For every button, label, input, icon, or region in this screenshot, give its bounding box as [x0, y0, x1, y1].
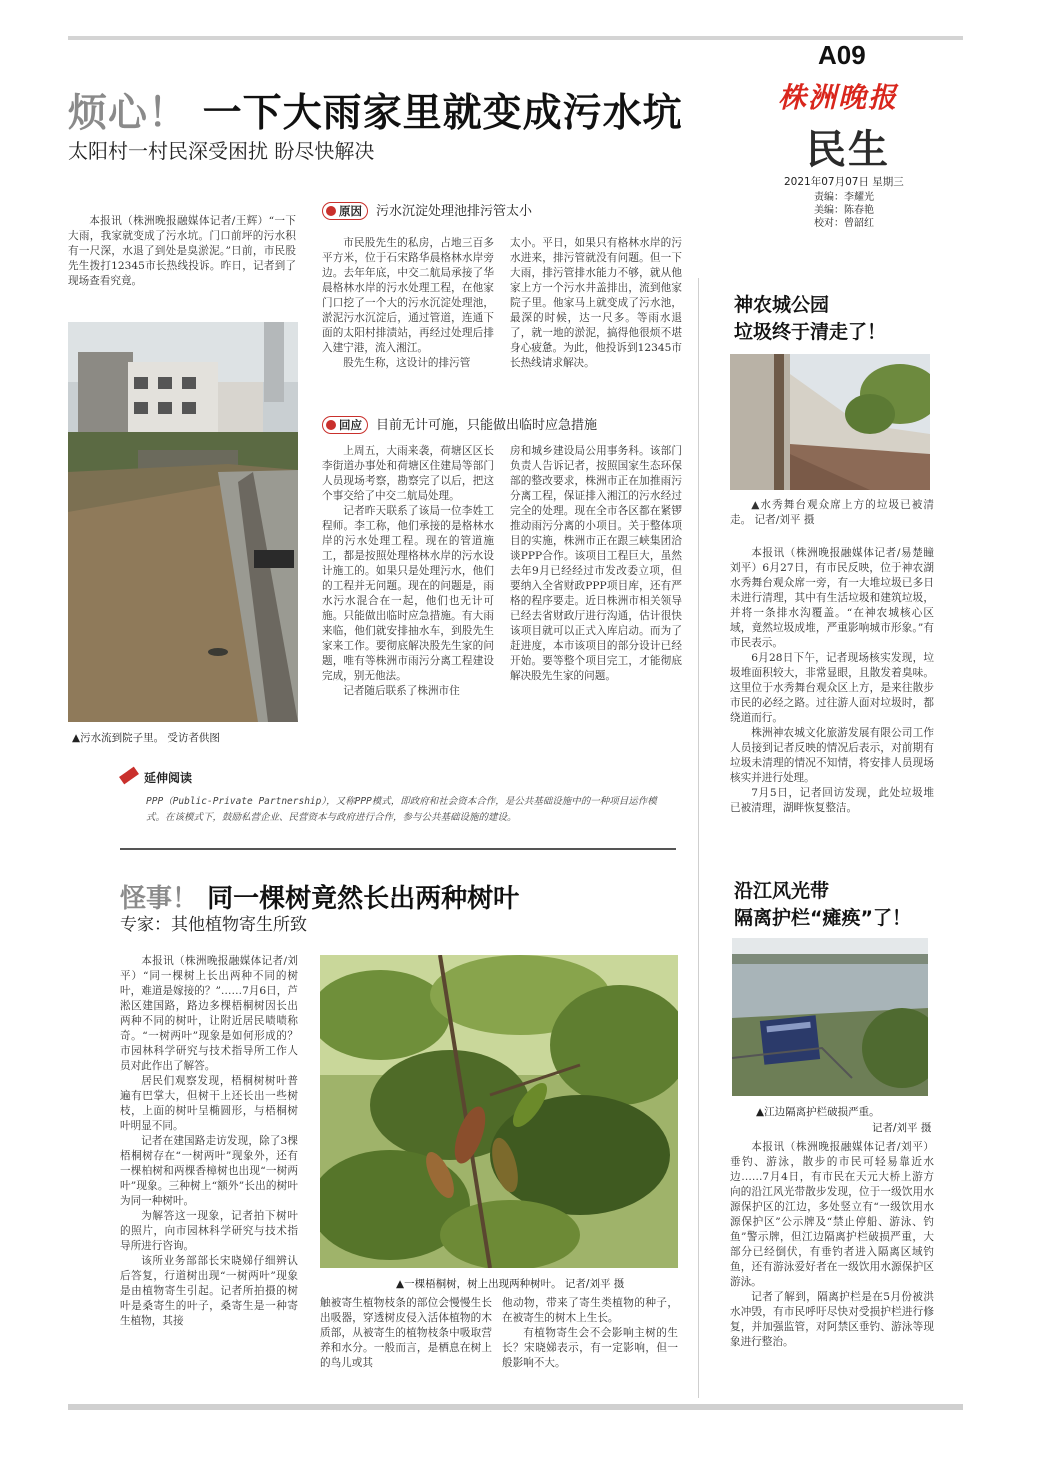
story2-kicker: 怪事！ — [120, 884, 199, 914]
story1-kicker: 烦心！ — [68, 90, 189, 136]
story2-photo-caption: ▲一棵梧桐树，树上出现两种树叶。 记者/刘平 摄 — [396, 1278, 625, 1290]
tree-leaves-image — [320, 955, 678, 1268]
story2-column-2: 触被寄生植物枝条的部位会慢慢生长出吸器，穿透树皮侵入活体植物的木质部，从被寄生的植物枝条中吸取营养和水分。一般而言，是栖息在树上的鸟儿或其 — [320, 1297, 492, 1369]
story1-subheadline: 太阳村一村民深受困扰 盼尽快解决 — [68, 139, 375, 163]
designer-credit: 美编：陈春艳 — [814, 205, 874, 216]
response-heading — [322, 414, 597, 434]
side2-photo-caption: ▲江边隔离护栏破损严重。 — [756, 1106, 880, 1118]
side1-headline: 神农城公园 垃圾终于清走了！ — [734, 294, 887, 343]
response-badge: 回应 — [322, 416, 368, 434]
side2-photo — [732, 938, 928, 1096]
editor-credit: 责编：李耀光 — [814, 192, 874, 203]
side2-body: 本报讯（株洲晚报融媒体记者/刘平）垂钓、游泳，散步的市民可轻易靠近水边……7月4日，有市民在天元大桥上游方向的沿江风光带散步发现，位于一级饮用水源保护区的江边，多处竖立有“一级饮用水源保护区”公示牌及“禁止停船、游泳、钓鱼”警示牌，但江边隔离护栏破损严重，大部分已经倒伏，有垂钓者进入隔离区域钓鱼，还有游泳爱好者在一级饮用水源保护区游泳。 记者了解到，隔离护栏是在5月份被洪水冲毁，有市民呼吁尽快对受损护栏进行修复，并加强监管，对阿禁区垂钓、游泳等现象进行整治。 — [730, 1141, 934, 1348]
column-divider — [698, 278, 699, 1398]
proofreader-credit: 校对：曾韶红 — [814, 218, 874, 229]
cause-heading — [322, 200, 532, 220]
response-column-1: 上周五，大雨来袭，荷塘区区长李街道办事处和荷塘区住建局等部门人员现场考察，勘察完了以后，把这个事交给了中交二航局处理。 记者昨天联系了该局一位李姓工程师。李工称，他们承接的是格林水岸的污水处理工程。现在的管道施工，都是按照处理格林水岸的污水设计施工的。如果只是处理污水，他们的工程并无问题。现在的问题是，雨水污水混合在一起，他们也无计可施。只能做出临时应急措施。有大雨来临，他们就安排抽水车，到股先生家来工作。要彻底解决股先生家的问题，唯有等株洲市雨污分离工程建设完成，别无他法。 记者随后联系了株洲市住 — [322, 445, 494, 697]
bullet-dot-icon — [326, 206, 336, 216]
section-divider — [120, 848, 676, 850]
side2-photo-credit: 记者/刘平 摄 — [872, 1122, 932, 1134]
park-stage-image — [730, 354, 930, 490]
cause-column-2: 太小。平日，如果只有格林水岸的污水进来，排污管就没有问题。但一下大雨，排污管排水能力不够，就从他家上方一个污水井盖排出，流到他家院子里。他家马上就变成了污水池，最深的时候，达一尺多。等雨水退了，就一地的淤泥，搞得他很烦不堪身心疲惫。为此，他投诉到12345市长热线请求解决。 — [510, 237, 682, 369]
story1-lead — [68, 214, 296, 289]
pen-icon — [119, 767, 139, 785]
story1-photo — [68, 322, 298, 722]
cause-column-1: 市民股先生的私房，占地三百多平方米，位于石宋路华晨格林水岸旁边。去年年底，中交二航局承接了华晨格林水岸的污水处理工程，在他家门口挖了一个大的污水沉淀处理池，淤泥污水沉淀后，通过管道，连通下面的太阳村排渍站，再经过处理后排入建宁港，流入湘江。 股先生称，这设计的排污管 — [322, 237, 494, 369]
story2-headline-text: 同一棵树竟然长出两种树叶 — [207, 884, 520, 914]
extended-reading-text: PPP（Public-Private Partnership），又称PPP模式，即政府和社会资本合作，是公共基础设施中的一种项目运作模式。在该模式下，鼓励私营企业、民营资本与政府进行合作，参与公共基础设施的建设。 — [146, 796, 657, 823]
response-column-2: 房和城乡建设局公用事务科。该部门负责人告诉记者，按照国家生态环保部的整改要求，株洲市正在加推雨污分离工程，保证排入湘江的污水经过完全的处理。现在全市各区都在紧锣推动雨污分离的小项目。关于整体项目的实施，株洲市正在跟三峡集团洽谈PPP合作。该项目工程巨大，虽然去年9月已经经过市发改委立项，但要纳入全省财政PPP项目库，还有严格的程序要走。近日株洲市相关领导已经去省财政厅进行沟通，估计很快该项目就可以正式入库启动。而为了赶进度，本市该项目的部分设计已经开始。要等整个项目完工，才能彻底解决股先生家的问题。 — [510, 445, 682, 682]
bottom-rule — [68, 1404, 963, 1410]
extended-reading-heading: 延伸阅读 — [120, 769, 192, 786]
story1-headline-text: 一下大雨家里就变成污水坑 — [202, 91, 683, 136]
story2-subheadline: 专家：其他植物寄生所致 — [120, 915, 307, 935]
bullet-dot-icon — [326, 420, 336, 430]
issue-date: 2021年07月07日 星期三 — [784, 176, 904, 188]
cause-title: 污水沉淀处理池排污管太小 — [376, 204, 533, 219]
flooded-yard-image — [68, 322, 298, 722]
side1-photo-caption: ▲水秀舞台观众席上方的垃圾已被清走。 记者/刘平 摄 — [730, 499, 934, 526]
story1-photo-caption: ▲污水流到院子里。 受访者供图 — [72, 732, 220, 744]
side1-photo — [730, 354, 930, 490]
section-title: 民生 — [806, 126, 890, 173]
riverside-fence-image — [732, 938, 928, 1096]
cause-badge: 原因 — [322, 202, 368, 220]
story2-column-1: 本报讯（株洲晚报融媒体记者/刘平）“同一棵树上长出两种不同的树叶，难道是嫁接的？”……7月6日，芦淞区建国路，路边多棵梧桐树因长出两种不同的树叶，让附近居民啧啧称奇。“一树两叶”现象是如何形成的？市园林科学研究与技术指导所工作人员对此作出了解答。 居民们观察发现，梧桐树树叶普遍有巴掌大，但树干上还长出一些树枝，上面的树叶呈椭圆形，与梧桐树叶明显不同。 记者在建国路走访发现，除了3棵梧桐树存在“一树两叶”现象外，还有一棵柏树和两棵香樟树也出现“一树两叶”现象。三种树上“额外”长出的树叶为同一种树叶。 为解答这一现象，记者拍下树叶的照片，向市园林科学研究与技术指导所进行咨询。 该所业务部部长宋晓娣仔细辨认后答复，行道树出现“一树两叶”现象是由植物寄生引起。记者所拍摄的树叶是桑寄生的叶子，桑寄生是一种寄生植物，其接 — [120, 955, 298, 1327]
page-number: A09 — [818, 40, 866, 70]
story2-column-3: 他动物，带来了寄生类植物的种子，在被寄生的树木上生长。 有植物寄生会不会影响主树的生长？宋晓娣表示，有一定影响，但一般影响不大。 — [502, 1297, 678, 1369]
story1-headline — [68, 82, 683, 138]
story2-photo — [320, 955, 678, 1268]
side2-headline: 沿江风光带 隔离护栏“瘫痪”了！ — [734, 880, 911, 929]
story1-lead-text: 本报讯（株洲晚报融媒体记者/王辉）“一下大雨，我家就变成了污水坑。门口前坪的污水积有一尺深，水退了到处是臭淤泥。”日前，市民股先生拨打12345市长热线投诉。昨日，记者到了现场查看究竟。 — [68, 215, 296, 287]
side1-body: 本报讯（株洲晚报融媒体记者/易楚瞳 刘平）6月27日，有市民反映，位于神农湖水秀舞台观众席一旁，有一大堆垃圾已多日未进行清理，其中有生活垃圾和建筑垃圾，并将一条排水沟覆盖。“在神农城核心区域，竟然垃圾成堆，严重影响城市形象。”有市民表示。 6月28日下午，记者现场核实发现，垃圾堆面积较大，非常显眼，且散发着臭味。这里位于水秀舞台观众区上方，是来往散步市民的必经之路。过往游人面对垃圾时，都绕道而行。 株洲神农城文化旅游发展有限公司工作人员接到记者反映的情况后表示，对前期有垃圾未清理的情况不知情，将安排人员现场核实并进行处理。 7月5日，记者回访发现，此处垃圾堆已被清理，湖畔恢复整洁。 — [730, 547, 934, 814]
response-title: 目前无计可施，只能做出临时应急措施 — [376, 418, 598, 433]
paper-logo: 株洲晚报 — [778, 81, 899, 114]
